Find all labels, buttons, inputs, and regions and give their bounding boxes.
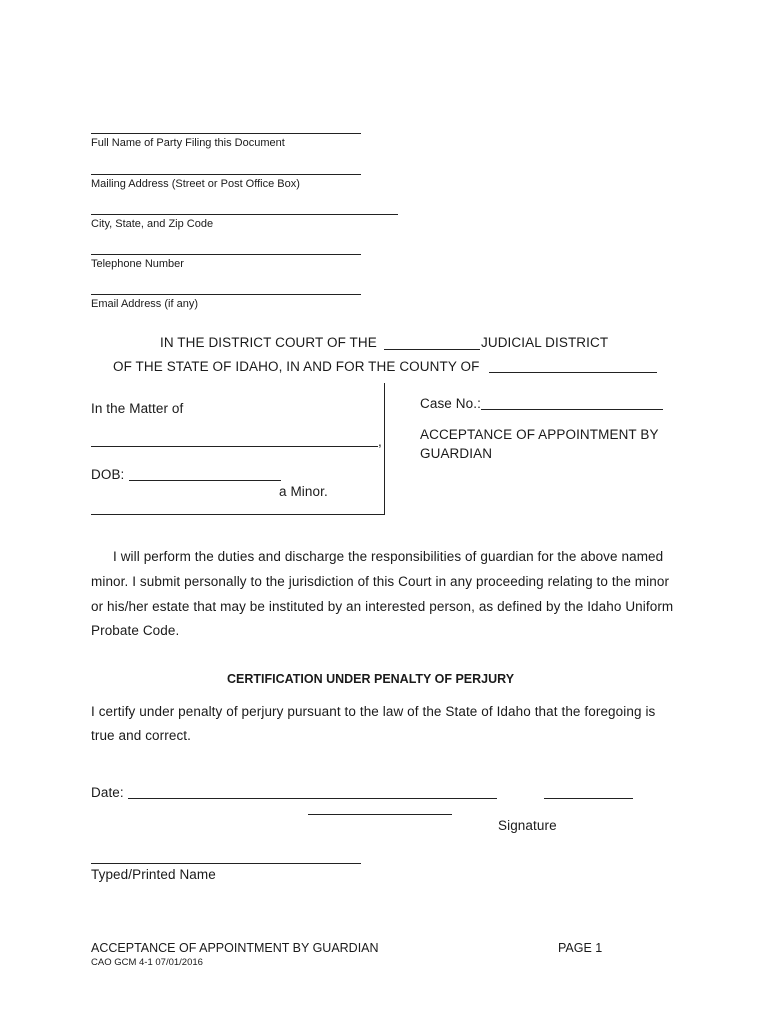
- court-line2-prefix: OF THE STATE OF IDAHO, IN AND FOR THE COUNTY OF: [113, 359, 480, 374]
- certification-line-2: true and correct.: [91, 728, 191, 743]
- footer-form-code: CAO GCM 4-1 07/01/2016: [91, 957, 203, 968]
- statement-line-3: or his/her estate that may be instituted by an interested person, as defined by the Idaho Uniform: [91, 599, 674, 614]
- caption-divider: [384, 383, 385, 515]
- certification-line-1: I certify under penalty of perjury pursuant to the law of the State of Idaho that the foregoing is: [91, 704, 656, 719]
- court-line1-suffix: JUDICIAL DISTRICT: [481, 335, 609, 350]
- typed-name-line[interactable]: [91, 863, 361, 864]
- court-line1-prefix: IN THE DISTRICT COURT OF THE: [160, 335, 377, 350]
- statement-line-4: Probate Code.: [91, 623, 180, 638]
- certification-heading: CERTIFICATION UNDER PENALTY OF PERJURY: [227, 672, 515, 686]
- dob-line[interactable]: [129, 480, 281, 481]
- case-no-label: Case No.:: [420, 396, 481, 411]
- statement-line-1: I will perform the duties and discharge the responsibilities of guardian for the above named: [113, 549, 664, 564]
- document-title-line2: GUARDIAN: [420, 446, 493, 461]
- telephone-line[interactable]: [91, 254, 361, 255]
- email-line[interactable]: [91, 294, 361, 295]
- typed-name-label: Typed/Printed Name: [91, 867, 216, 882]
- county-blank[interactable]: [489, 372, 657, 373]
- email-label: Email Address (if any): [91, 298, 198, 310]
- full-name-line[interactable]: [91, 133, 361, 134]
- footer-title: ACCEPTANCE OF APPOINTMENT BY GUARDIAN: [91, 941, 379, 955]
- telephone-label: Telephone Number: [91, 258, 184, 270]
- signature-line-right[interactable]: [544, 798, 633, 799]
- date-line[interactable]: [128, 798, 497, 799]
- in-the-matter-label: In the Matter of: [91, 401, 184, 416]
- a-minor-label: a Minor.: [279, 484, 328, 499]
- dob-label: DOB:: [91, 467, 125, 482]
- footer-page-number: PAGE 1: [558, 941, 603, 955]
- city-state-zip-line[interactable]: [91, 214, 398, 215]
- mailing-address-line[interactable]: [91, 174, 361, 175]
- signature-label: Signature: [498, 818, 557, 833]
- case-no-line[interactable]: [481, 409, 663, 410]
- minor-name-comma: ,: [378, 434, 382, 449]
- statement-line-2: minor. I submit personally to the jurisdiction of this Court in any proceeding relating to the minor: [91, 574, 670, 589]
- signature-line[interactable]: [308, 814, 452, 815]
- judicial-district-blank[interactable]: [384, 349, 480, 350]
- date-label: Date:: [91, 785, 124, 800]
- city-state-zip-label: City, State, and Zip Code: [91, 218, 214, 230]
- full-name-label: Full Name of Party Filing this Document: [91, 137, 285, 149]
- mailing-address-label: Mailing Address (Street or Post Office Box): [91, 178, 300, 190]
- document-title-line1: ACCEPTANCE OF APPOINTMENT BY: [420, 427, 659, 442]
- caption-bottom-rule: [91, 514, 384, 515]
- minor-name-line[interactable]: [91, 446, 378, 447]
